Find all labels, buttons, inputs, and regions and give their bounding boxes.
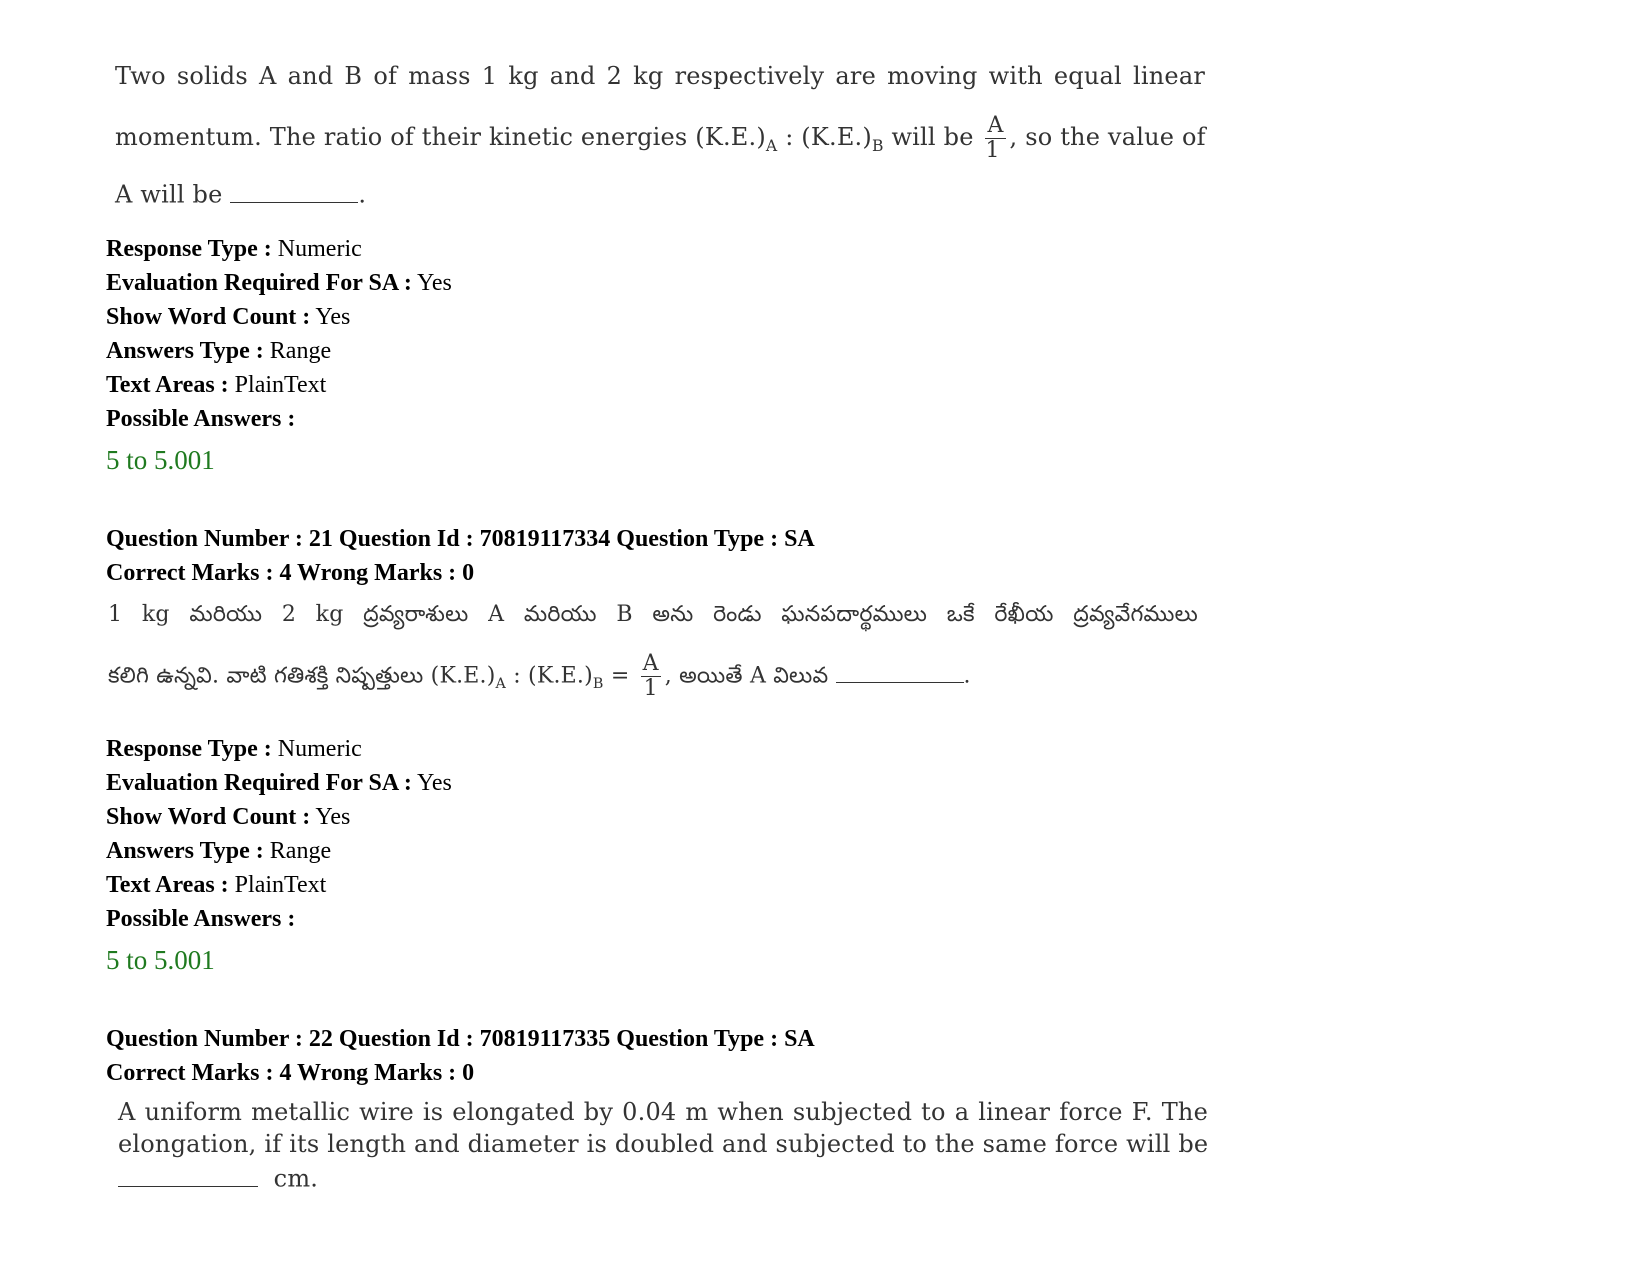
question-21-answer: 5 to 5.001 (106, 945, 215, 975)
possible-answers-row: Possible Answers : (106, 906, 296, 932)
question-22-line-2: elongation, if its length and diameter is doubled and subjected to the same force will be (118, 1130, 1209, 1158)
question-21-text (108, 602, 1208, 722)
question-20-metadata (106, 232, 452, 436)
question-21-metadata (106, 732, 452, 936)
question-20-text (115, 62, 1205, 222)
response-type-row: Response Type : Numeric (106, 736, 362, 762)
question-22-line-3: cm. (118, 1164, 318, 1193)
answer-blank (118, 1164, 258, 1187)
question-21-line-2: కలిగి ఉన్నవి. వాటి గతిశక్తి నిష్పత్తులు $(K.E.)_A$ : $(K.E.)_B$ = $\frac{A}{1}$ , అయితే A విలువ . (108, 651, 971, 702)
question-22-marks: Correct Marks : 4 Wrong Marks : 0 (106, 1060, 475, 1086)
evaluation-required-row: Evaluation Required For SA : Yes (106, 770, 452, 796)
response-type-row: Response Type : Numeric (106, 236, 362, 262)
answers-type-row: Answers Type : Range (106, 838, 332, 864)
answers-type-row: Answers Type : Range (106, 338, 332, 364)
evaluation-required-row: Evaluation Required For SA : Yes (106, 270, 452, 296)
question-20-answer: 5 to 5.001 (106, 445, 215, 475)
answer-blank (230, 180, 358, 203)
question-20-line-3: A will be . (115, 180, 367, 209)
question-21-header: Question Number : 21 Question Id : 70819117334 Question Type : SA (106, 526, 815, 552)
question-20-line-1: Two solids A and B of mass 1 kg and 2 kg respectively are moving with equal linear (115, 62, 1205, 90)
ratio-fraction: $\frac{A}{1}$ (985, 113, 1004, 164)
ratio-fraction: $\frac{A}{1}$ (642, 651, 659, 702)
show-word-count-row: Show Word Count : Yes (106, 304, 351, 330)
answer-blank (836, 662, 964, 683)
text-areas-row: Text Areas : PlainText (106, 372, 327, 398)
question-22-header: Question Number : 22 Question Id : 70819117335 Question Type : SA (106, 1026, 815, 1052)
question-22-text (118, 1098, 1208, 1198)
question-20-line-2: momentum. The ratio of their kinetic energies $(K.E.)_A$ : $(K.E.)_B$ will be $\frac{A}{1}$ , so the value of (115, 113, 1206, 164)
show-word-count-row: Show Word Count : Yes (106, 804, 351, 830)
text-areas-row: Text Areas : PlainText (106, 872, 327, 898)
question-21-line-1: 1 kg మరియు 2 kg ద్రవ్యరాశులు A మరియు B అను రెండు ఘనపదార్థములు ఒకే రేఖీయ ద్రవ్యవేగములు (108, 602, 1198, 627)
possible-answers-row: Possible Answers : (106, 406, 296, 432)
question-21-marks: Correct Marks : 4 Wrong Marks : 0 (106, 560, 475, 586)
question-22-line-1: A uniform metallic wire is elongated by 0.04 m when subjected to a linear force F. The (118, 1098, 1208, 1126)
